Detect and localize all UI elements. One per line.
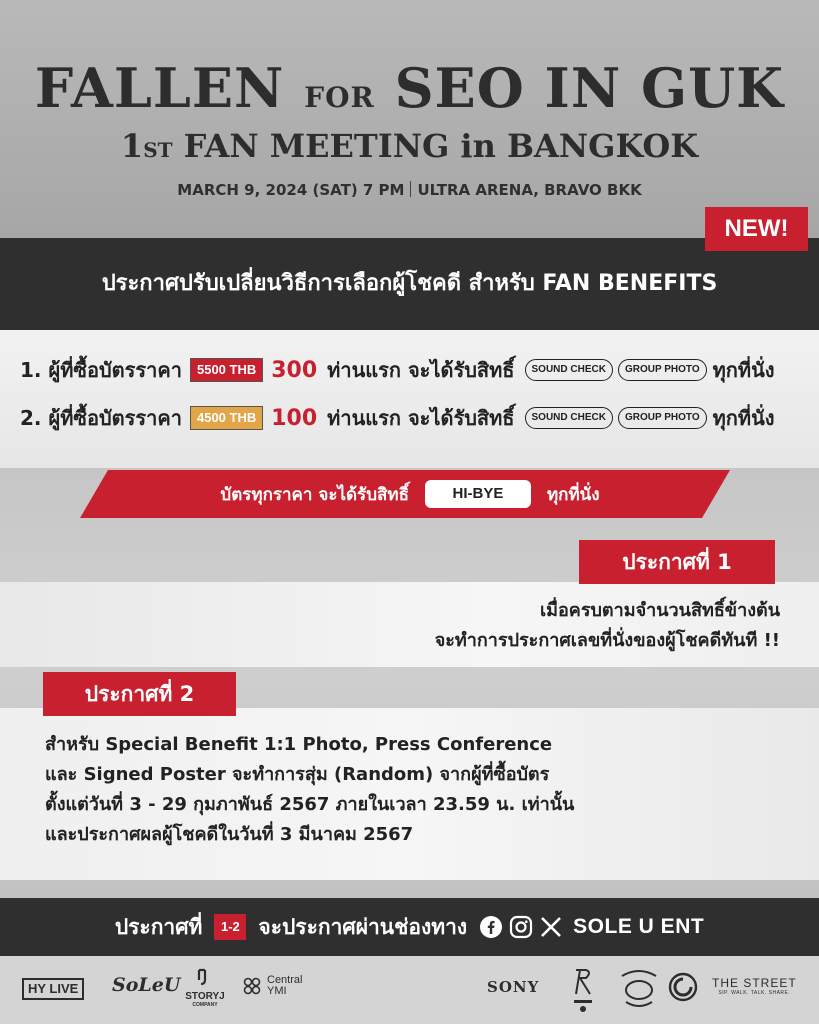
the-street-text: THE STREET [712,976,797,990]
channels-before: ประกาศที่ [114,914,203,939]
benefit-text: ท่านแรก จะได้รับสิทธิ์ [327,406,515,430]
announcement-2-line: ตั้งแต่วันที่ 3 - 29 กุมภาพันธ์ 2567 ภายในเวลา 23.59 น. เท่านั้น [45,794,575,815]
thai-brand-logo-icon [568,966,598,1014]
facebook-icon[interactable] [479,915,503,939]
event-venue: ULTRA ARENA, BRAVO BKK [417,181,642,199]
announcement-1-line: เมื่อครบตามจำนวนสิทธิ์ข้างต้น [539,600,780,621]
storyj-mark-icon [196,968,214,986]
event-date: MARCH 9, 2024 (SAT) 7 PM [177,181,405,199]
announcement-1-text [300,596,780,656]
benefit-count: 300 [271,357,318,383]
subtitle-number: 1 [120,127,144,165]
social-account: SOLE U ENT [573,915,705,938]
benefit-text: ท่านแรก จะได้รับสิทธิ์ [327,358,515,382]
title-fallen: FALLEN [34,56,285,120]
announcement-heading-band [0,238,819,330]
announcement-2-badge: ประกาศที่ 2 [43,672,236,716]
dateline-divider [410,181,411,197]
central-mark-icon [240,974,264,998]
storyj-logo [185,968,225,1008]
event-subtitle [0,124,819,172]
benefit-prefix: 1. ผู้ที่ซื้อบัตรราคา [20,358,182,382]
benefit-suffix: ทุกที่นั่ง [712,358,775,382]
koong-tang-logo-icon [618,966,660,1010]
sound-check-pill: SOUND CHECK [525,359,613,381]
round-brand-logo-icon [668,972,698,1002]
benefits-panel [0,330,819,468]
price-tag: 5500 THB [190,358,263,382]
hibye-after: ทุกที่นั่ง [546,484,600,505]
ymi-text: YMI [267,985,287,997]
announcement-2-line: สำหรับ Special Benefit 1:1 Photo, Press Conference [45,734,553,755]
benefit-prefix: 2. ผู้ที่ซื้อบัตรราคา [20,406,182,430]
sponsor-logos [0,956,819,1024]
sony-logo: SONY [487,978,540,996]
central-ymi-logo [240,974,302,998]
channels-band [0,898,819,956]
announcement-2-text [45,730,785,850]
channels-line [0,898,819,956]
title-for: FOR [304,81,375,114]
group-photo-pill: GROUP PHOTO [618,359,707,381]
new-badge: NEW! [705,207,808,251]
hibye-pill: HI-BYE [425,480,531,508]
storyj-text: STORYJ [185,991,225,1002]
hibye-banner [130,470,690,518]
hibye-before: บัตรทุกราคา จะได้รับสิทธิ์ [220,484,409,505]
soleu-logo: SoLeU [112,974,181,996]
price-tag: 4500 THB [190,406,263,430]
benefit-row-1 [20,352,775,388]
sound-check-pill: SOUND CHECK [525,407,613,429]
social-icons [479,915,704,939]
hylive-logo: HY LIVE [22,978,84,1000]
instagram-icon[interactable] [509,915,533,939]
benefit-count: 100 [271,405,318,431]
subtitle-ordinal: ST [143,138,173,162]
the-street-logo [712,976,797,996]
channels-after: จะประกาศผ่านช่องทาง [258,914,468,939]
announcement-2-line: และ Signed Poster จะทำการสุ่ม (Random) จากผู้ที่ซื้อบัตร [45,764,550,785]
announcement-2-line: และประกาศผลผู้โชคดีในวันที่ 3 มีนาคม 2567 [45,824,414,845]
central-text: Central [267,974,303,986]
benefit-suffix: ทุกที่นั่ง [712,406,775,430]
the-street-sub: SIP. WALK. TALK. SHARE. [718,990,791,996]
announcement-1-badge: ประกาศที่ 1 [579,540,775,584]
announcement-heading: ประกาศปรับเปลี่ยนวิธีการเลือกผู้โชคดี สำหรับ FAN BENEFITS [101,271,718,296]
storyj-sub: COMPANY [192,1002,218,1008]
title-seo-in-guk: SEO IN GUK [394,56,785,120]
announcement-number-badge: 1-2 [214,914,246,940]
group-photo-pill: GROUP PHOTO [618,407,707,429]
x-icon[interactable] [539,915,563,939]
event-dateline [0,178,819,202]
subtitle-rest: FAN MEETING in BANGKOK [172,127,699,165]
benefit-row-2 [20,400,775,436]
event-title [0,55,819,131]
announcement-1-line: จะทำการประกาศเลขที่นั่งของผู้โชคดีทันที !! [434,630,780,651]
